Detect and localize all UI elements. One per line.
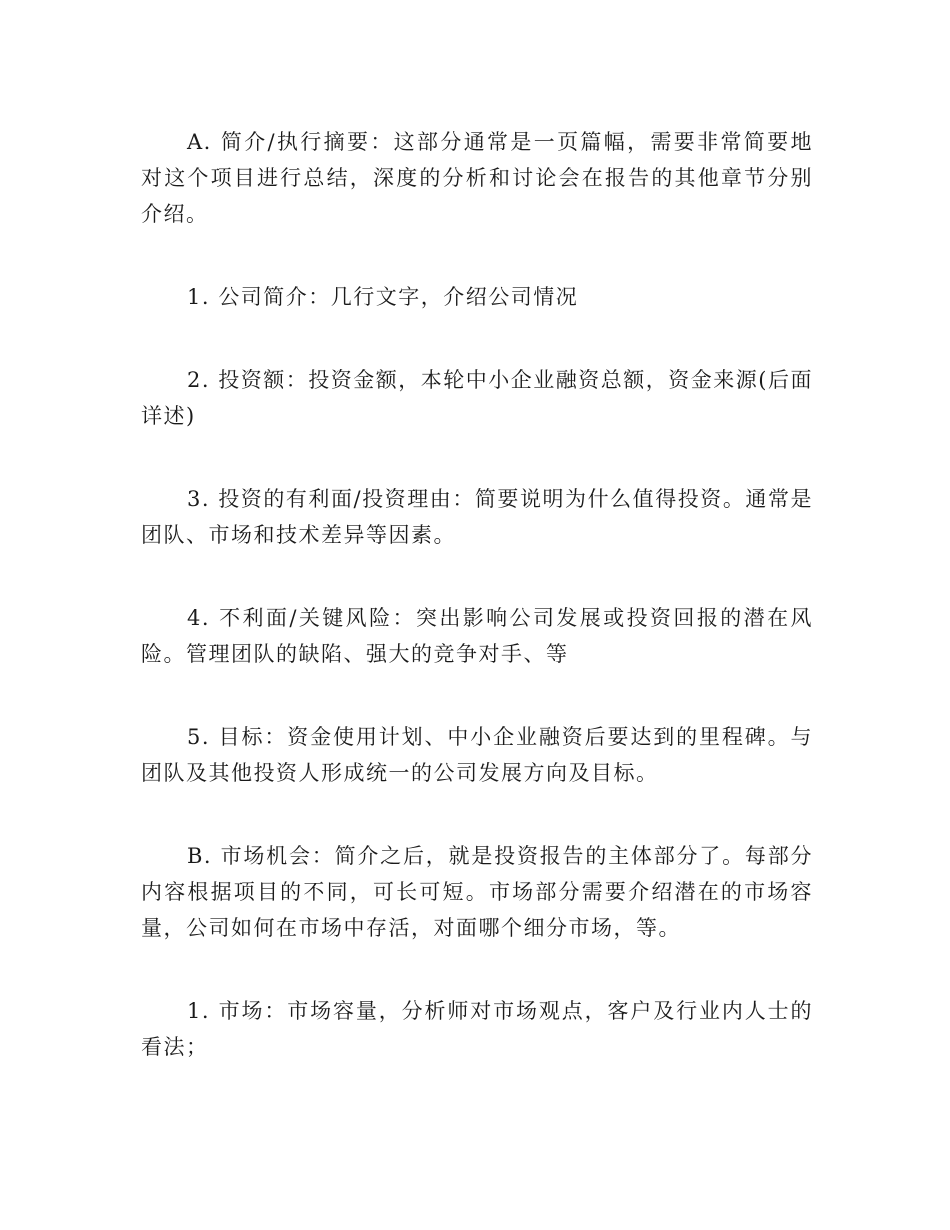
paragraph-b-market-opportunity: B. 市场机会：简介之后，就是投资报告的主体部分了。每部分内容根据项目的不同，可长可短。市场部分需要介绍潜在的市场容量，公司如何在市场中存活，对面哪个细分市场，等。 bbox=[141, 844, 813, 940]
paragraph-investment-reasons: 3. 投资的有利面/投资理由：简要说明为什么值得投资。通常是团队、市场和技术差异等因素。 bbox=[141, 487, 813, 547]
paragraph-company-intro: 1. 公司简介：几行文字，介绍公司情况 bbox=[187, 285, 579, 309]
paragraph-goals: 5. 目标：资金使用计划、中小企业融资后要达到的里程碑。与团队及其他投资人形成统一的公司发展方向及目标。 bbox=[141, 725, 813, 785]
document-body bbox=[141, 124, 813, 1065]
paragraph-investment-amount: 2. 投资额：投资金额，本轮中小企业融资总额，资金来源(后面详述) bbox=[141, 368, 813, 428]
paragraph-a-summary: A. 简介/执行摘要：这部分通常是一页篇幅，需要非常简要地对这个项目进行总结，深度的分析和讨论会在报告的其他章节分别介绍。 bbox=[141, 130, 813, 226]
paragraph-market: 1. 市场：市场容量，分析师对市场观点，客户及行业内人士的看法； bbox=[141, 999, 813, 1059]
paragraph-key-risks: 4. 不利面/关键风险：突出影响公司发展或投资回报的潜在风险。管理团队的缺陷、强大的竞争对手、等 bbox=[141, 606, 813, 666]
